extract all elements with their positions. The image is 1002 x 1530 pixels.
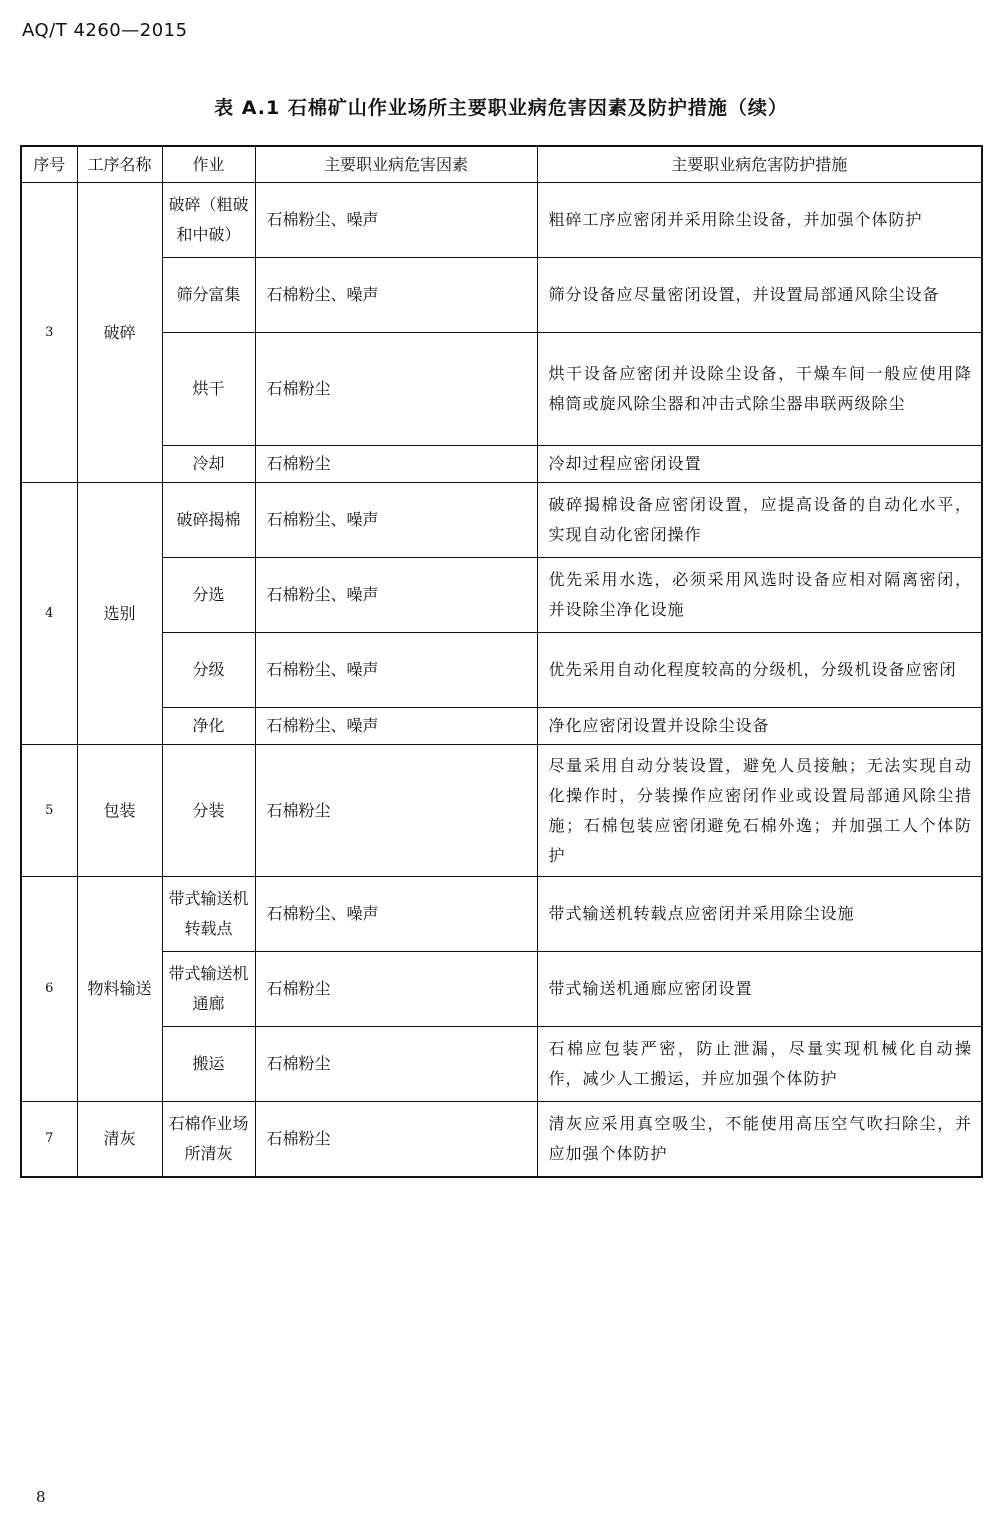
measure-cell: 优先采用自动化程度较高的分级机，分级机设备应密闭 bbox=[537, 633, 982, 708]
hazard-cell: 石棉粉尘、噪声 bbox=[255, 633, 537, 708]
table-row bbox=[21, 745, 982, 877]
table-row bbox=[21, 633, 982, 708]
job-cell: 搬运 bbox=[162, 1027, 255, 1102]
measure-cell: 优先采用水选，必须采用风选时设备应相对隔离密闭，并设除尘净化设施 bbox=[537, 558, 982, 633]
table-row bbox=[21, 877, 982, 952]
job-cell: 烘干 bbox=[162, 333, 255, 446]
measure-cell: 烘干设备应密闭并设除尘设备，干燥车间一般应使用降棉筒或旋风除尘器和冲击式除尘器串联两级除尘 bbox=[537, 333, 982, 446]
standard-code: AQ/T 4260—2015 bbox=[22, 20, 188, 41]
measure-cell: 冷却过程应密闭设置 bbox=[537, 446, 982, 483]
job-cell: 分级 bbox=[162, 633, 255, 708]
job-cell: 带式输送机通廊 bbox=[162, 952, 255, 1027]
hazard-cell: 石棉粉尘 bbox=[255, 1027, 537, 1102]
seq-cell: 7 bbox=[21, 1102, 77, 1177]
hazard-cell: 石棉粉尘、噪声 bbox=[255, 183, 537, 258]
table-row bbox=[21, 333, 982, 446]
page-number: 8 bbox=[36, 1488, 46, 1506]
hazard-cell: 石棉粉尘 bbox=[255, 745, 537, 877]
hazard-cell: 石棉粉尘、噪声 bbox=[255, 877, 537, 952]
measure-cell: 带式输送机通廊应密闭设置 bbox=[537, 952, 982, 1027]
column-header: 作业 bbox=[162, 146, 255, 183]
seq-cell: 4 bbox=[21, 483, 77, 745]
hazard-cell: 石棉粉尘 bbox=[255, 446, 537, 483]
column-header: 主要职业病危害因素 bbox=[255, 146, 537, 183]
table-row bbox=[21, 258, 982, 333]
hazard-cell: 石棉粉尘、噪声 bbox=[255, 708, 537, 745]
table-row bbox=[21, 708, 982, 745]
seq-cell: 5 bbox=[21, 745, 77, 877]
seq-cell: 6 bbox=[21, 877, 77, 1102]
column-header: 序号 bbox=[21, 146, 77, 183]
table-title: 表 A.1 石棉矿山作业场所主要职业病危害因素及防护措施（续） bbox=[214, 97, 788, 119]
seq-cell: 3 bbox=[21, 183, 77, 483]
job-cell: 石棉作业场所清灰 bbox=[162, 1102, 255, 1177]
measure-cell: 净化应密闭设置并设除尘设备 bbox=[537, 708, 982, 745]
hazard-cell: 石棉粉尘 bbox=[255, 952, 537, 1027]
job-cell: 筛分富集 bbox=[162, 258, 255, 333]
table-row bbox=[21, 952, 982, 1027]
measure-cell: 筛分设备应尽量密闭设置，并设置局部通风除尘设备 bbox=[537, 258, 982, 333]
hazard-table bbox=[20, 145, 983, 1178]
process-cell: 物料输送 bbox=[77, 877, 162, 1102]
hazard-cell: 石棉粉尘 bbox=[255, 1102, 537, 1177]
hazard-cell: 石棉粉尘、噪声 bbox=[255, 558, 537, 633]
table-row bbox=[21, 1102, 982, 1177]
table-row bbox=[21, 446, 982, 483]
process-cell: 清灰 bbox=[77, 1102, 162, 1177]
measure-cell: 尽量采用自动分装设置，避免人员接触；无法实现自动化操作时，分装操作应密闭作业或设置局部通风除尘措施；石棉包装应密闭避免石棉外逸；并加强工人个体防护 bbox=[537, 745, 982, 877]
process-cell: 包装 bbox=[77, 745, 162, 877]
hazard-cell: 石棉粉尘、噪声 bbox=[255, 483, 537, 558]
process-cell: 选别 bbox=[77, 483, 162, 745]
table-header-row bbox=[21, 146, 982, 183]
measure-cell: 清灰应采用真空吸尘，不能使用高压空气吹扫除尘，并应加强个体防护 bbox=[537, 1102, 982, 1177]
measure-cell: 带式输送机转载点应密闭并采用除尘设施 bbox=[537, 877, 982, 952]
job-cell: 破碎（粗破和中破） bbox=[162, 183, 255, 258]
job-cell: 冷却 bbox=[162, 446, 255, 483]
table-row bbox=[21, 183, 982, 258]
column-header: 工序名称 bbox=[77, 146, 162, 183]
measure-cell: 石棉应包装严密，防止泄漏，尽量实现机械化自动操作，减少人工搬运，并应加强个体防护 bbox=[537, 1027, 982, 1102]
job-cell: 净化 bbox=[162, 708, 255, 745]
column-header: 主要职业病危害防护措施 bbox=[537, 146, 982, 183]
measure-cell: 粗碎工序应密闭并采用除尘设备，并加强个体防护 bbox=[537, 183, 982, 258]
job-cell: 分装 bbox=[162, 745, 255, 877]
job-cell: 分选 bbox=[162, 558, 255, 633]
job-cell: 带式输送机转载点 bbox=[162, 877, 255, 952]
table-row bbox=[21, 558, 982, 633]
hazard-cell: 石棉粉尘 bbox=[255, 333, 537, 446]
table-row bbox=[21, 483, 982, 558]
hazard-cell: 石棉粉尘、噪声 bbox=[255, 258, 537, 333]
job-cell: 破碎揭棉 bbox=[162, 483, 255, 558]
measure-cell: 破碎揭棉设备应密闭设置，应提高设备的自动化水平，实现自动化密闭操作 bbox=[537, 483, 982, 558]
table-row bbox=[21, 1027, 982, 1102]
process-cell: 破碎 bbox=[77, 183, 162, 483]
